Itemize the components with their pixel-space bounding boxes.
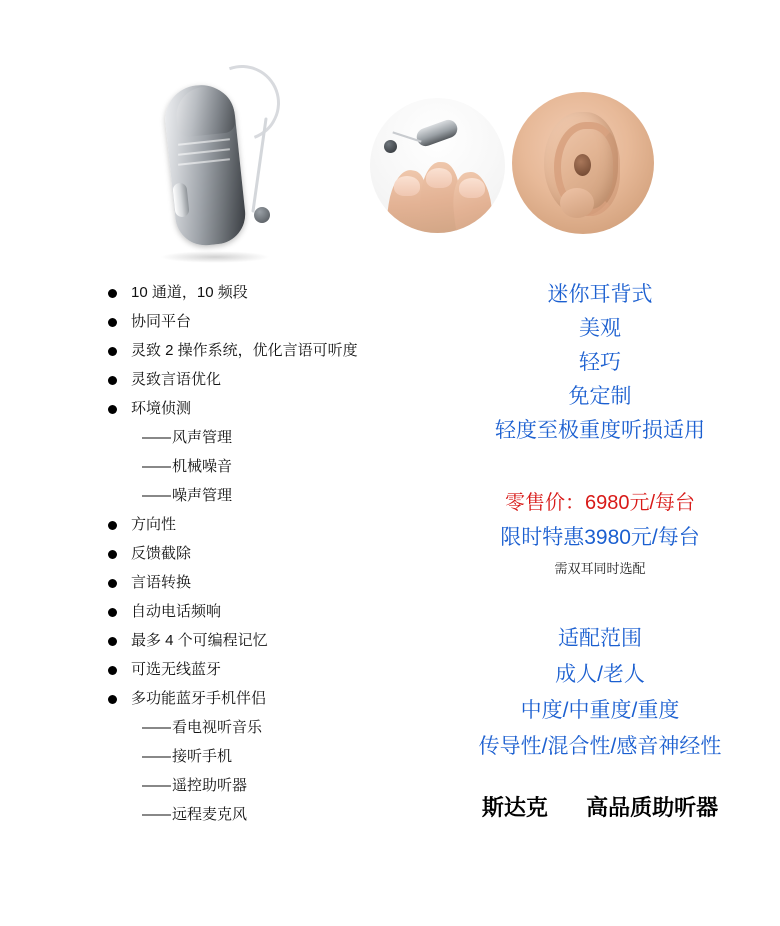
device-shadow — [160, 251, 270, 263]
sub-item — [142, 429, 468, 447]
feature-label: 多功能蓝牙手机伴侣 — [131, 690, 267, 707]
highlight-item: 轻巧 — [579, 351, 621, 375]
ear-photo — [512, 92, 654, 234]
fitting-range-block — [430, 621, 770, 765]
dash-prefix: —— — [142, 458, 170, 475]
ear-lobe-shape — [560, 188, 594, 218]
dash-prefix: —— — [142, 777, 170, 794]
bullet-icon — [108, 695, 117, 704]
bullet-icon — [108, 550, 117, 559]
bullet-icon — [108, 289, 117, 298]
feature-label: 方向性 — [131, 516, 177, 533]
mini-device-shape — [414, 117, 460, 148]
highlight-item: 迷你耳背式 — [547, 283, 653, 306]
sub-item-label: 看电视听音乐 — [172, 719, 263, 736]
feature-label: 灵致 2 操作系统，优化言语可听度 — [131, 342, 358, 359]
dash-prefix: —— — [142, 487, 170, 504]
sub-item-label: 风声管理 — [172, 429, 233, 446]
highlight-item: 轻度至极重度听损适用 — [495, 419, 705, 443]
ear-canal-shape — [574, 154, 591, 176]
feature-label: 协同平台 — [131, 313, 192, 330]
feature-item — [108, 371, 468, 389]
feature-list — [108, 284, 468, 835]
dash-prefix: —— — [142, 806, 170, 823]
bullet-icon — [108, 666, 117, 675]
fitting-range-title: 适配范围 — [558, 626, 642, 650]
feature-item — [108, 545, 468, 563]
brand-name: 斯达克 — [481, 795, 548, 821]
feature-item — [108, 342, 468, 360]
retail-price: 零售价：6980元/每台 — [504, 492, 696, 515]
bullet-icon — [108, 376, 117, 385]
feature-item — [108, 574, 468, 592]
sub-item-label: 噪声管理 — [172, 487, 233, 504]
feature-label: 言语转换 — [131, 574, 192, 591]
sub-item — [142, 748, 468, 766]
highlight-list — [430, 278, 770, 448]
feature-item — [108, 400, 468, 418]
bullet-icon — [108, 521, 117, 530]
sub-item-label: 接听手机 — [172, 748, 233, 765]
sub-item-label: 机械噪音 — [172, 458, 233, 475]
sub-item — [142, 487, 468, 505]
content-area — [0, 270, 780, 926]
sub-item-label: 遥控助听器 — [172, 777, 248, 794]
bullet-icon — [108, 637, 117, 646]
feature-label: 最多 4 个可编程记忆 — [131, 632, 268, 649]
highlight-item: 免定制 — [568, 385, 632, 409]
product-image-strip — [0, 0, 780, 270]
feature-label: 环境侦测 — [131, 400, 192, 417]
sub-item — [142, 719, 468, 737]
fingernail-shape — [459, 178, 485, 198]
dash-prefix: —— — [142, 748, 170, 765]
sub-item — [142, 458, 468, 476]
bullet-icon — [108, 347, 117, 356]
feature-label: 灵致言语优化 — [131, 371, 222, 388]
fitting-range-item: 成人/老人 — [555, 662, 645, 686]
brand-footer — [430, 791, 770, 822]
sub-item-label: 远程麦克风 — [172, 806, 248, 823]
feature-item — [108, 661, 468, 679]
feature-item — [108, 313, 468, 331]
fingernail-shape — [426, 168, 452, 188]
fingernail-shape — [394, 176, 420, 196]
feature-item — [108, 632, 468, 650]
fingers-holding-device-photo — [370, 98, 505, 233]
dash-prefix: —— — [142, 719, 170, 736]
brand-tagline: 高品质助听器 — [586, 795, 719, 821]
bullet-icon — [108, 405, 117, 414]
bullet-icon — [108, 579, 117, 588]
feature-item — [108, 603, 468, 621]
price-note: 需双耳同时选配 — [554, 560, 646, 576]
fitting-range-item: 传导性/混合性/感音神经性 — [478, 734, 722, 758]
feature-item — [108, 690, 468, 708]
bullet-icon — [108, 318, 117, 327]
ear-tip-shape — [254, 207, 270, 223]
feature-label: 反馈截除 — [131, 545, 192, 562]
promo-price: 限时特惠3980元/每台 — [500, 526, 700, 550]
feature-item — [108, 516, 468, 534]
hearing-aid-main-image — [150, 55, 290, 255]
sub-item — [142, 777, 468, 795]
feature-label: 可选无线蓝牙 — [131, 661, 222, 678]
fitting-range-item: 中度/中重度/重度 — [520, 698, 680, 722]
pricing-block — [430, 484, 770, 577]
feature-label: 自动电话频响 — [131, 603, 222, 620]
highlight-item: 美观 — [579, 317, 621, 341]
feature-item — [108, 284, 468, 302]
right-column — [430, 278, 770, 822]
feature-label: 10 通道，10 频段 — [131, 284, 248, 301]
mini-ear-tip-shape — [384, 140, 397, 153]
dash-prefix: —— — [142, 429, 170, 446]
bullet-icon — [108, 608, 117, 617]
sub-item — [142, 806, 468, 824]
